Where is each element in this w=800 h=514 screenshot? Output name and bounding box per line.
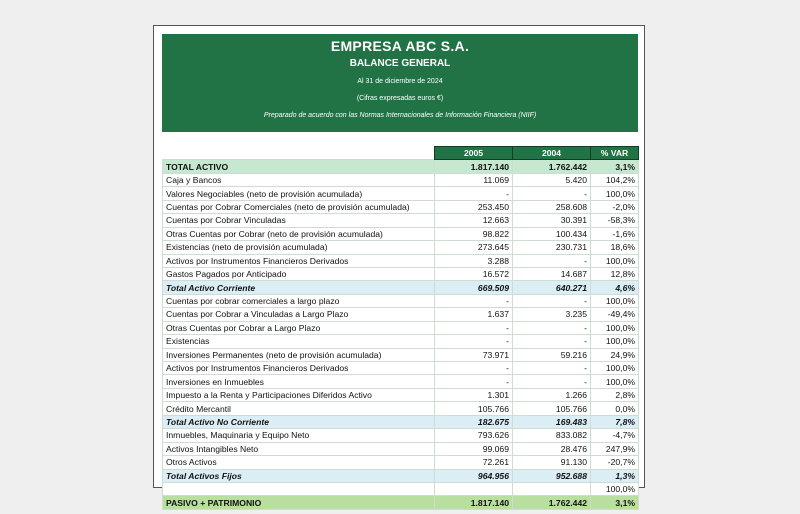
statement-date: Al 31 de diciembre de 2024 bbox=[357, 78, 443, 85]
value-2004: 105.766 bbox=[513, 402, 591, 415]
row-label: Caja y Bancos bbox=[163, 173, 435, 186]
table-row bbox=[163, 348, 639, 361]
value-2004: - bbox=[513, 187, 591, 200]
value-2005: 1.301 bbox=[435, 388, 513, 401]
currency-note: (Cifras expresadas euros €) bbox=[356, 95, 444, 102]
title-banner bbox=[162, 34, 638, 132]
value-var: -4,7% bbox=[591, 429, 639, 442]
value-2004: 169.483 bbox=[513, 415, 591, 428]
statement-title: BALANCE GENERAL bbox=[349, 58, 451, 69]
value-2004: 3.235 bbox=[513, 308, 591, 321]
value-2005 bbox=[435, 482, 513, 495]
value-2004: - bbox=[513, 375, 591, 388]
value-var: 0,0% bbox=[591, 402, 639, 415]
balance-sheet-document bbox=[153, 25, 645, 508]
value-var: 100,0% bbox=[591, 321, 639, 334]
value-2004: 30.391 bbox=[513, 214, 591, 227]
value-2005: 73.971 bbox=[435, 348, 513, 361]
row-label: Existencias (neto de provisión acumulada) bbox=[163, 241, 435, 254]
row-label: Otras Cuentas por Cobrar (neto de provisión acumulada) bbox=[163, 227, 435, 240]
subtotal-row bbox=[163, 281, 639, 294]
value-2005: - bbox=[435, 375, 513, 388]
value-var: 18,6% bbox=[591, 241, 639, 254]
row-label bbox=[163, 482, 435, 495]
table-row bbox=[163, 227, 639, 240]
value-var: -49,4% bbox=[591, 308, 639, 321]
value-2004: 5.420 bbox=[513, 173, 591, 186]
subtotal-row bbox=[163, 415, 639, 428]
value-2005: - bbox=[435, 362, 513, 375]
row-label: Otros Activos bbox=[163, 456, 435, 469]
row-label: Valores Negociables (neto de provisión acumulada) bbox=[163, 187, 435, 200]
value-var: -2,0% bbox=[591, 200, 639, 213]
value-2005: - bbox=[435, 294, 513, 307]
table-row bbox=[163, 388, 639, 401]
row-label: Cuentas por cobrar comerciales a largo plazo bbox=[163, 294, 435, 307]
value-var: 1,3% bbox=[591, 469, 639, 482]
value-2004: 1.266 bbox=[513, 388, 591, 401]
value-var: 7,8% bbox=[591, 415, 639, 428]
value-2005: 273.645 bbox=[435, 241, 513, 254]
table-row bbox=[163, 294, 639, 307]
row-label: Cuentas por Cobrar Vinculadas bbox=[163, 214, 435, 227]
value-2004: - bbox=[513, 294, 591, 307]
value-var: 3,1% bbox=[591, 160, 639, 173]
value-2004: - bbox=[513, 321, 591, 334]
value-2005: 253.450 bbox=[435, 200, 513, 213]
value-2004: - bbox=[513, 254, 591, 267]
row-label: Existencias bbox=[163, 335, 435, 348]
table-row bbox=[163, 482, 639, 495]
standards-note: Preparado de acuerdo con las Normas Internacionales de Información Financiera (NIIF) bbox=[263, 112, 537, 119]
value-var: 12,8% bbox=[591, 267, 639, 280]
row-label: Total Activo No Corriente bbox=[163, 415, 435, 428]
column-header-var: % VAR bbox=[591, 147, 639, 160]
table-row bbox=[163, 173, 639, 186]
value-var: 104,2% bbox=[591, 173, 639, 186]
value-2005: 669.509 bbox=[435, 281, 513, 294]
value-2005: - bbox=[435, 187, 513, 200]
column-header-2005: 2005 bbox=[435, 147, 513, 160]
row-label: Activos Intangibles Neto bbox=[163, 442, 435, 455]
value-2004: 1.762.442 bbox=[513, 160, 591, 173]
value-2005: - bbox=[435, 335, 513, 348]
column-header-row bbox=[163, 147, 639, 160]
value-var: 100,0% bbox=[591, 254, 639, 267]
row-label: Total Activo Corriente bbox=[163, 281, 435, 294]
value-var: 100,0% bbox=[591, 375, 639, 388]
value-var: 247,9% bbox=[591, 442, 639, 455]
table-row bbox=[163, 442, 639, 455]
row-label: TOTAL ACTIVO bbox=[163, 160, 435, 173]
row-label: Activos por Instrumentos Financieros Derivados bbox=[163, 254, 435, 267]
value-2004: 91.130 bbox=[513, 456, 591, 469]
value-var: 100,0% bbox=[591, 335, 639, 348]
table-row bbox=[163, 362, 639, 375]
company-name: EMPRESA ABC S.A. bbox=[330, 38, 470, 54]
value-2004: 833.082 bbox=[513, 429, 591, 442]
row-label: Crédito Mercantil bbox=[163, 402, 435, 415]
header-blank-cell bbox=[163, 147, 435, 160]
value-2004: 59.216 bbox=[513, 348, 591, 361]
value-2004: 100.434 bbox=[513, 227, 591, 240]
table-row bbox=[163, 254, 639, 267]
value-2004: - bbox=[513, 362, 591, 375]
table-row bbox=[163, 200, 639, 213]
table-row bbox=[163, 456, 639, 469]
value-var: -1,6% bbox=[591, 227, 639, 240]
value-var: 100,0% bbox=[591, 482, 639, 495]
value-2004: 14.687 bbox=[513, 267, 591, 280]
table-row bbox=[163, 429, 639, 442]
subtotal-row bbox=[163, 469, 639, 482]
row-label: Otras Cuentas por Cobrar a Largo Plazo bbox=[163, 321, 435, 334]
column-header-2004: 2004 bbox=[513, 147, 591, 160]
value-2005: 105.766 bbox=[435, 402, 513, 415]
value-var: -20,7% bbox=[591, 456, 639, 469]
table-row bbox=[163, 402, 639, 415]
value-2004: - bbox=[513, 335, 591, 348]
value-2005: 16.572 bbox=[435, 267, 513, 280]
balance-table bbox=[162, 146, 639, 510]
value-2005: 12.663 bbox=[435, 214, 513, 227]
value-2005: 793.626 bbox=[435, 429, 513, 442]
value-var: 3,1% bbox=[591, 496, 639, 509]
value-2004: 258.608 bbox=[513, 200, 591, 213]
table-row bbox=[163, 308, 639, 321]
value-var: 100,0% bbox=[591, 294, 639, 307]
table-row bbox=[163, 267, 639, 280]
row-label: Impuesto a la Renta y Participaciones Diferidos Activo bbox=[163, 388, 435, 401]
row-label: PASIVO + PATRIMONIO bbox=[163, 496, 435, 509]
value-2004: 230.731 bbox=[513, 241, 591, 254]
value-2005: 1.817.140 bbox=[435, 496, 513, 509]
value-2005: 182.675 bbox=[435, 415, 513, 428]
value-2004: 640.271 bbox=[513, 281, 591, 294]
row-label: Activos por Instrumentos Financieros Derivados bbox=[163, 362, 435, 375]
table-row bbox=[163, 187, 639, 200]
total-row bbox=[163, 496, 639, 509]
table-row bbox=[163, 335, 639, 348]
value-2005: 964.956 bbox=[435, 469, 513, 482]
value-2005: 98.822 bbox=[435, 227, 513, 240]
row-label: Cuentas por Cobrar Comerciales (neto de provisión acumulada) bbox=[163, 200, 435, 213]
value-2005: 72.261 bbox=[435, 456, 513, 469]
value-var: 24,9% bbox=[591, 348, 639, 361]
value-2005: 1.637 bbox=[435, 308, 513, 321]
value-2004: 28.476 bbox=[513, 442, 591, 455]
table-row bbox=[163, 321, 639, 334]
value-var: 100,0% bbox=[591, 187, 639, 200]
table-row bbox=[163, 241, 639, 254]
value-2005: 1.817.140 bbox=[435, 160, 513, 173]
row-label: Inversiones en Inmuebles bbox=[163, 375, 435, 388]
row-label: Cuentas por Cobrar a Vinculadas a Largo Plazo bbox=[163, 308, 435, 321]
row-label: Total Activos Fijos bbox=[163, 469, 435, 482]
value-2005: 99.069 bbox=[435, 442, 513, 455]
row-label: Inversiones Permanentes (neto de provisión acumulada) bbox=[163, 348, 435, 361]
value-2004: 1.762.442 bbox=[513, 496, 591, 509]
row-label: Gastos Pagados por Anticipado bbox=[163, 267, 435, 280]
value-2005: 3.288 bbox=[435, 254, 513, 267]
row-label: Inmuebles, Maquinaria y Equipo Neto bbox=[163, 429, 435, 442]
value-var: 4,6% bbox=[591, 281, 639, 294]
value-2005: - bbox=[435, 321, 513, 334]
value-2004: 952.688 bbox=[513, 469, 591, 482]
value-var: 100,0% bbox=[591, 362, 639, 375]
value-var: 2,8% bbox=[591, 388, 639, 401]
total-row bbox=[163, 160, 639, 173]
table-row bbox=[163, 375, 639, 388]
value-2004 bbox=[513, 482, 591, 495]
value-2005: 11.069 bbox=[435, 173, 513, 186]
value-var: -58,3% bbox=[591, 214, 639, 227]
table-row bbox=[163, 214, 639, 227]
